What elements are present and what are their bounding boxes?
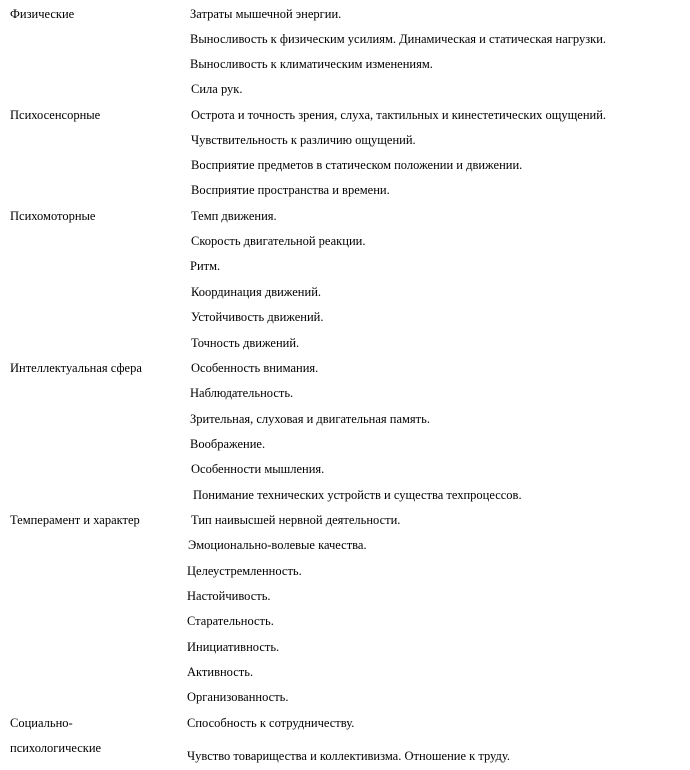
list-item: Способность к сотрудничеству. <box>187 716 355 730</box>
category-social-line1: Социально- <box>10 716 73 730</box>
list-item: Зрительная, слуховая и двигательная память. <box>190 412 430 426</box>
list-item: Чувство товарищества и коллективизма. Отношение к труду. <box>187 749 510 763</box>
list-item: Устойчивость движений. <box>191 310 324 324</box>
list-item: Восприятие пространства и времени. <box>191 183 390 197</box>
list-item: Настойчивость. <box>187 589 271 603</box>
category-physical: Физические <box>10 7 75 21</box>
list-item: Активность. <box>187 665 254 679</box>
list-item: Инициативность. <box>187 640 280 654</box>
list-item: Скорость двигательной реакции. <box>191 234 366 248</box>
list-item: Воображение. <box>190 437 266 451</box>
list-item: Координация движений. <box>191 285 322 299</box>
list-item: Выносливость к физическим усилиям. Динамическая и статическая нагрузки. <box>190 32 607 46</box>
list-item: Старательность. <box>187 614 274 628</box>
list-item: Тип наивысшей нервной деятельности. <box>191 513 401 527</box>
list-item: Понимание технических устройств и существа техпроцессов. <box>193 488 522 502</box>
list-item: Организованность. <box>187 690 289 704</box>
category-intellectual: Интеллектуальная сфера <box>10 361 142 375</box>
list-item: Точность движений. <box>191 336 300 350</box>
list-item: Особенность внимания. <box>191 361 319 375</box>
list-item: Темп движения. <box>191 209 277 223</box>
list-item: Наблюдательность. <box>190 386 294 400</box>
category-psychosensory: Психосенсорные <box>10 108 101 122</box>
category-social-line2: психологические <box>10 741 102 755</box>
list-item: Восприятие предметов в статическом положении и движении. <box>191 158 523 172</box>
list-item: Острота и точность зрения, слуха, тактильных и кинестетических ощущений. <box>191 108 607 122</box>
category-temperament: Темперамент и характер <box>10 513 140 527</box>
list-item: Целеустремленность. <box>187 564 302 578</box>
list-item: Эмоционально-волевые качества. <box>188 538 367 552</box>
category-psychomotor: Психомоторные <box>10 209 96 223</box>
list-item: Выносливость к климатическим изменениям. <box>190 57 433 71</box>
list-item: Затраты мышечной энергии. <box>190 7 342 21</box>
list-item: Ритм. <box>190 259 221 273</box>
list-item: Особенности мышления. <box>191 462 325 476</box>
list-item: Сила рук. <box>191 82 243 96</box>
list-item: Чувствительность к различию ощущений. <box>191 133 416 147</box>
